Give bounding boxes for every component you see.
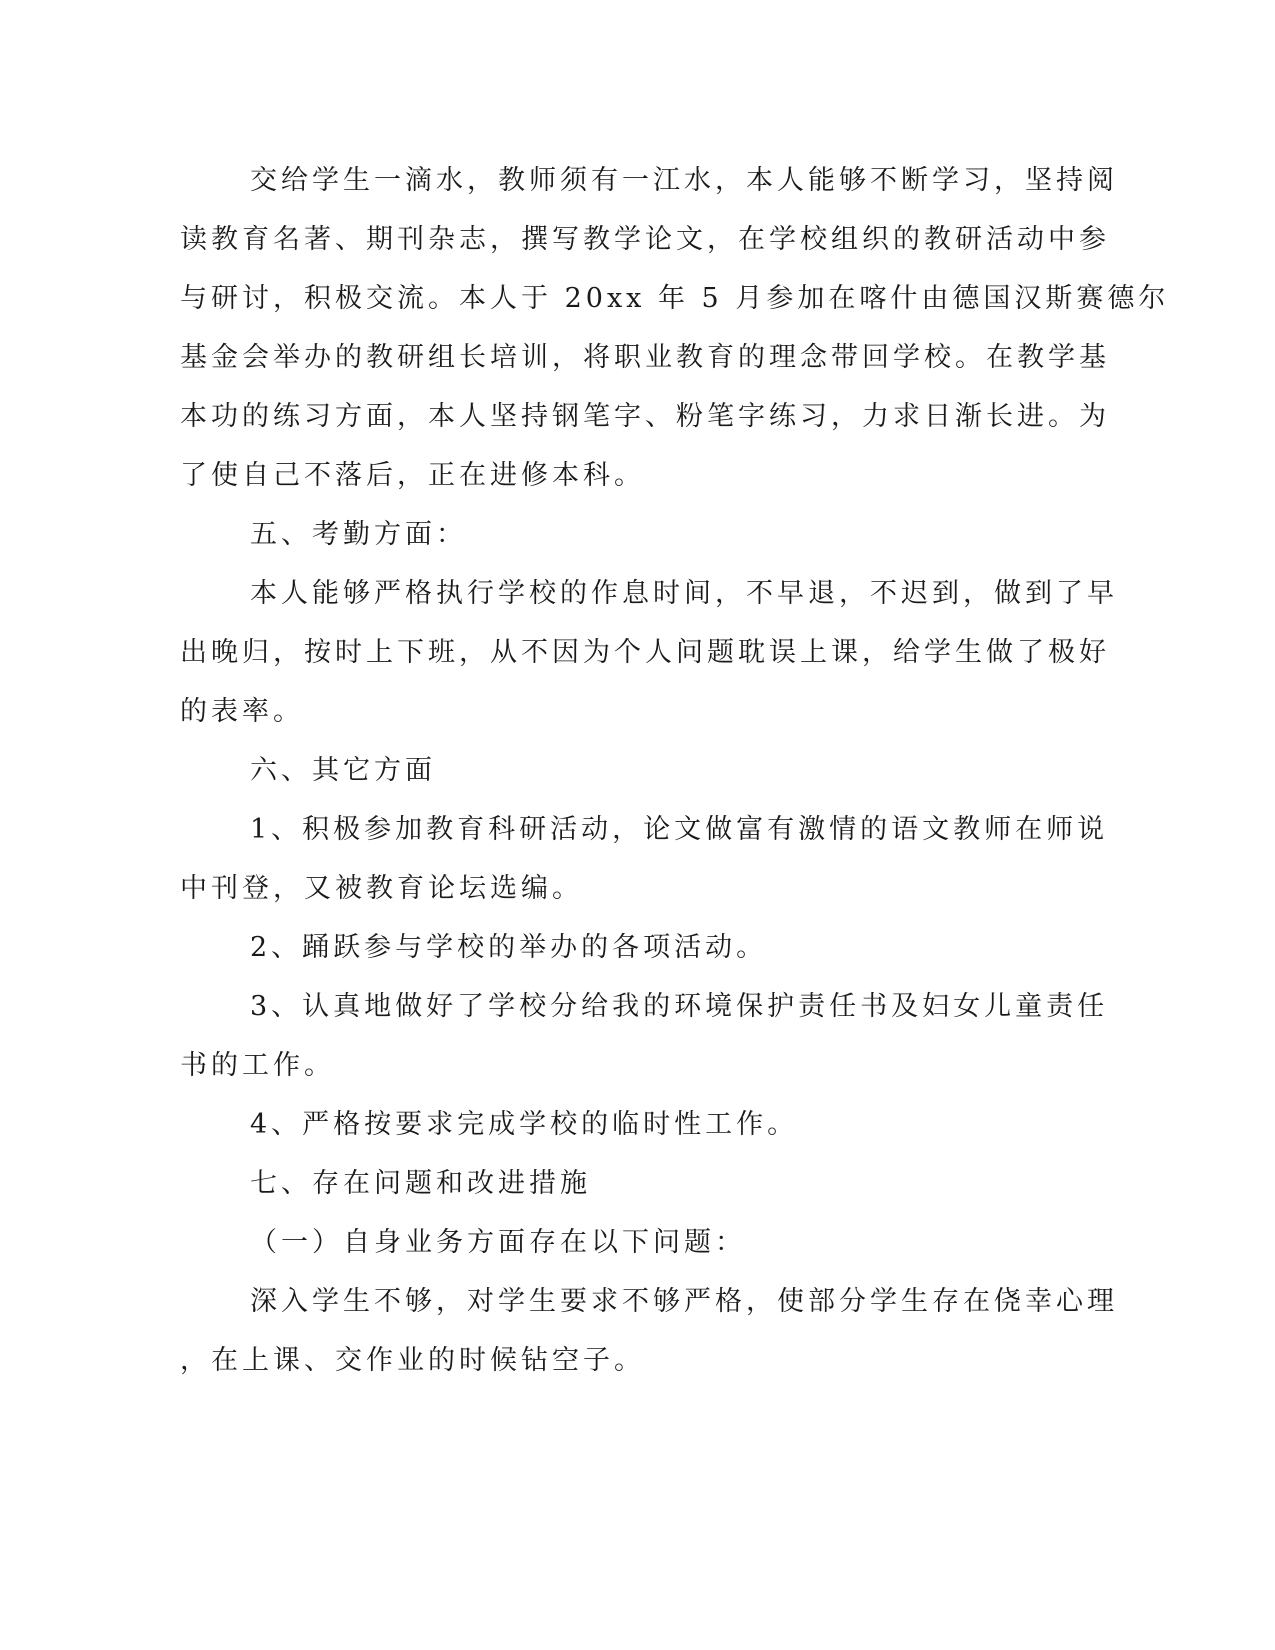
text-line: 交给学生一滴水，教师须有一江水，本人能够不断学习，坚持阅	[250, 165, 1118, 196]
section-heading: 五、考勤方面：	[250, 519, 467, 550]
text-line: 深入学生不够，对学生要求不够严格，使部分学生存在侥幸心理	[250, 1286, 1118, 1317]
text-line: 3、认真地做好了学校分给我的环境保护责任书及妇女儿童责任	[250, 991, 1109, 1022]
text-line: 1、积极参加教育科研活动，论文做富有激情的语文教师在师说	[250, 814, 1109, 845]
text-line: ，在上课、交作业的时候钻空子。	[180, 1345, 645, 1376]
text-line: 出晚归，按时上下班，从不因为个人问题耽误上课，给学生做了极好	[180, 637, 1110, 668]
subsection-heading: （一）自身业务方面存在以下问题：	[250, 1227, 746, 1258]
text-line: 的表率。	[180, 696, 304, 727]
text-line: 4、严格按要求完成学校的临时性工作。	[250, 1109, 799, 1140]
text-line: 本人能够严格执行学校的作息时间，不早退，不迟到，做到了早	[250, 578, 1118, 609]
text-line: 了使自己不落后，正在进修本科。	[180, 460, 645, 491]
section-heading: 七、存在问题和改进措施	[250, 1168, 591, 1199]
text-line: 中刊登，又被教育论坛选编。	[180, 873, 583, 904]
section-heading: 六、其它方面	[250, 755, 436, 786]
text-line: 书的工作。	[180, 1050, 335, 1081]
text-line: 基金会举办的教研组长培训，将职业教育的理念带回学校。在教学基	[180, 342, 1110, 373]
text-line: 与研讨，积极交流。本人于 20xx 年 5 月参加在喀什由德国汉斯赛德尔	[180, 283, 1170, 314]
text-line: 读教育名著、期刊杂志，撰写教学论文，在学校组织的教研活动中参	[180, 224, 1110, 255]
text-line: 2、踊跃参与学校的举办的各项活动。	[250, 932, 768, 963]
text-line: 本功的练习方面，本人坚持钢笔字、粉笔字练习，力求日渐长进。为	[180, 401, 1110, 432]
